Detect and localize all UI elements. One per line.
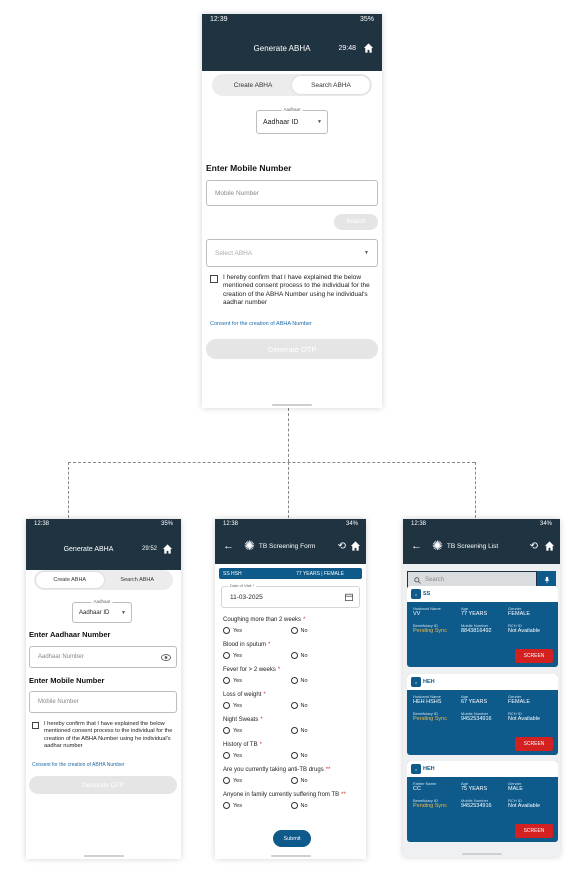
beneficiary-card [407, 586, 558, 667]
home-icon[interactable] [363, 43, 374, 54]
card-title: HEH [423, 679, 435, 685]
card-fields-row1 [413, 606, 553, 617]
dropdown-label: Aadhaar [93, 599, 111, 604]
patient-name: SS HSH [223, 570, 242, 577]
house-icon: ⌂ [411, 589, 421, 599]
rch-label: RCH ID [508, 798, 522, 803]
card-title: HEH [423, 766, 435, 772]
submit-button[interactable]: Submit [273, 830, 311, 847]
consent-checkbox[interactable] [32, 722, 39, 729]
gender-value: MALE [508, 786, 523, 792]
beneficiary-id-label: Beneficiary ID [413, 798, 438, 803]
connector-middle-drop [288, 462, 289, 518]
rch-label: RCH ID [508, 623, 522, 628]
age-value: 77 YEARS [461, 611, 488, 617]
chevron-down-icon: ▼ [121, 609, 126, 616]
select-abha-label: Select ABHA [215, 249, 253, 257]
radio-circle[interactable] [291, 802, 298, 809]
tab-create-abha[interactable]: Create ABHA [36, 572, 104, 588]
age-label: Age [461, 606, 469, 611]
status-time: 12:39 [210, 16, 228, 23]
radio-yes[interactable] [223, 652, 291, 659]
radio-label: No [300, 777, 308, 784]
sync-icon[interactable]: ⟲ [337, 540, 346, 552]
consent-link[interactable]: Consent for the creation of ABHA Number [32, 762, 125, 768]
connector-right-drop [475, 462, 476, 518]
home-icon[interactable] [544, 541, 555, 552]
radio-yes[interactable] [223, 752, 291, 759]
status-bar [215, 519, 366, 528]
connector-left-drop [68, 462, 69, 518]
tab-create-abha[interactable]: Create ABHA [233, 81, 273, 89]
gender-value: FEMALE [508, 611, 531, 617]
card-header [407, 761, 558, 777]
required-mark: * [268, 642, 271, 648]
phone-tb-screening-form [215, 519, 366, 859]
radio-circle[interactable] [223, 677, 230, 684]
phone-search-abha [202, 14, 382, 408]
gender-label: Gender [508, 606, 522, 611]
question-label [223, 792, 346, 798]
radio-yes[interactable] [223, 777, 291, 784]
screen-button[interactable]: SCREEN [515, 737, 553, 751]
question-text: Coughing more than 2 weeks [223, 617, 302, 623]
tab-search-abha[interactable]: Search ABHA [120, 577, 155, 583]
radio-circle[interactable] [291, 677, 298, 684]
card-fields-row2 [413, 623, 553, 634]
app-title: TB Screening Form [258, 542, 316, 550]
card-fields-row1 [413, 694, 553, 705]
dropdown-value: Aadhaar ID [263, 118, 299, 126]
radio-label: No [300, 677, 308, 684]
radio-circle[interactable] [223, 727, 230, 734]
radio-circle[interactable] [291, 752, 298, 759]
radio-no[interactable] [291, 777, 359, 784]
beneficiary-id-value: Pending Sync [413, 716, 447, 722]
radio-label: No [300, 752, 308, 759]
card-header [407, 674, 558, 690]
house-icon: ⌂ [411, 677, 421, 687]
answer-options [223, 627, 358, 634]
required-mark: * [263, 692, 266, 698]
aadhaar-placeholder: Aadhaar Number [38, 654, 84, 660]
radio-circle[interactable] [223, 802, 230, 809]
radio-label: Yes [233, 627, 242, 634]
consent-text: I hereby confirm that I have explained the below mentioned consent process to the individual for the creation of the ABHA Number using he individual's aadhar number [44, 721, 173, 750]
radio-label: Yes [233, 677, 242, 684]
question-text: Are you currently taking anti-TB drugs [223, 767, 324, 773]
radio-circle[interactable] [223, 702, 230, 709]
virus-icon: ✺ [432, 538, 443, 553]
radio-label: No [300, 727, 308, 734]
radio-label: No [300, 652, 308, 659]
required-mark: * [303, 617, 306, 623]
calendar-icon[interactable] [345, 593, 353, 601]
radio-label: Yes [233, 652, 242, 659]
name-value: VV [413, 611, 421, 617]
radio-yes[interactable] [223, 727, 291, 734]
gender-label: Gender [508, 694, 522, 699]
age-label: Age [461, 694, 469, 699]
question-label [223, 742, 262, 748]
date-label: Date of Visit * [230, 583, 255, 588]
status-bar [26, 519, 181, 528]
answer-options [223, 677, 358, 684]
virus-icon: ✺ [244, 538, 255, 553]
status-battery: 34% [345, 520, 358, 527]
dropdown-label: Aadhaar [283, 107, 301, 112]
status-time: 12:38 [411, 520, 427, 527]
gender-label: Gender [508, 781, 522, 786]
mobile-input[interactable]: Mobile Number [29, 691, 177, 713]
consent-checkbox[interactable] [210, 275, 218, 283]
radio-label: Yes [233, 727, 242, 734]
radio-no[interactable] [291, 727, 359, 734]
screen-button[interactable]: SCREEN [515, 649, 553, 663]
question-text: Fever for > 2 weeks [223, 667, 276, 673]
eye-icon[interactable] [161, 654, 171, 661]
radio-circle[interactable] [223, 777, 230, 784]
status-time: 12:38 [34, 520, 50, 527]
patient-banner [219, 568, 362, 579]
mobile-input[interactable]: Mobile Number [206, 180, 378, 206]
beneficiary-id-label: Beneficiary ID [413, 711, 438, 716]
answer-options [223, 702, 358, 709]
search-placeholder: Search [425, 577, 445, 583]
tab-search-abha[interactable]: Search ABHA [292, 76, 370, 94]
radio-yes[interactable] [223, 702, 291, 709]
question-text: Night Sweats [223, 717, 259, 723]
mobile-value: 8843816492 [461, 628, 492, 634]
nav-handle [462, 853, 502, 855]
mobile-label: Mobile Number [461, 711, 489, 716]
radio-no[interactable] [291, 627, 359, 634]
card-fields-row2 [413, 711, 553, 722]
radio-yes[interactable] [223, 802, 291, 809]
nav-handle [272, 404, 312, 406]
radio-label: Yes [233, 752, 242, 759]
app-title: Generate ABHA [253, 43, 311, 53]
age-value: 75 YEARS [461, 786, 488, 792]
question-label [223, 767, 330, 773]
timer: 29:48 [338, 44, 356, 52]
consent-row [210, 274, 378, 308]
radio-no[interactable] [291, 702, 359, 709]
back-arrow-icon[interactable]: ← [223, 540, 234, 552]
search-button[interactable]: Search [334, 214, 378, 230]
abha-mode-tabs [212, 74, 372, 96]
nav-handle [84, 855, 124, 857]
name-label: Husband Name [413, 606, 441, 611]
age-label: Age [461, 781, 469, 786]
connector-horizontal [68, 462, 475, 463]
radio-label: No [300, 627, 308, 634]
phone-create-abha [26, 519, 181, 859]
consent-text: I hereby confirm that I have explained the below mentioned consent process to the individual for the creation of the ABHA Number using he individual's aadhar number [223, 274, 370, 307]
abha-mode-tabs [34, 570, 173, 590]
sync-icon[interactable]: ⟲ [529, 540, 538, 552]
name-value: CC [413, 786, 421, 792]
chevron-down-icon: ▼ [364, 250, 369, 256]
beneficiary-id-value: Pending Sync [413, 803, 447, 809]
radio-circle[interactable] [223, 752, 230, 759]
question-label [223, 617, 305, 623]
radio-no[interactable] [291, 802, 359, 809]
question-label [223, 642, 270, 648]
radio-yes[interactable] [223, 677, 291, 684]
search-icon [414, 577, 421, 584]
home-icon[interactable] [350, 541, 361, 552]
mic-icon [544, 576, 550, 584]
required-mark: * [260, 717, 263, 723]
card-fields-row2 [413, 798, 553, 809]
mobile-value: 9452534916 [461, 716, 492, 722]
app-bar [215, 528, 366, 564]
question-text: History of TB [223, 742, 258, 748]
answer-options [223, 752, 358, 759]
mobile-heading: Enter Mobile Number [206, 163, 292, 173]
card-header [407, 586, 558, 602]
app-title: Generate ABHA [63, 545, 114, 553]
mobile-value: 9452534916 [461, 803, 492, 809]
mobile-heading: Enter Mobile Number [29, 676, 105, 685]
answer-options [223, 802, 358, 809]
rch-value: Not Available [508, 628, 541, 634]
radio-yes[interactable] [223, 627, 291, 634]
gender-value: FEMALE [508, 699, 531, 705]
radio-label: Yes [233, 702, 242, 709]
radio-circle[interactable] [291, 727, 298, 734]
aadhaar-input[interactable] [29, 646, 177, 668]
card-fields-row1 [413, 781, 553, 792]
status-bar [403, 519, 560, 528]
aadhaar-type-dropdown[interactable] [256, 107, 328, 134]
generate-otp-button[interactable]: Generate OTP [29, 776, 177, 794]
date-value: 11-03-2025 [230, 594, 263, 601]
age-value: 67 YEARS [461, 699, 488, 705]
required-mark: ** [325, 767, 331, 773]
radio-no[interactable] [291, 677, 359, 684]
status-battery: 34% [539, 520, 552, 527]
beneficiary-id-value: Pending Sync [413, 628, 447, 634]
name-value: HEH HSHS [413, 699, 442, 705]
mobile-label: Mobile Number [461, 798, 489, 803]
mobile-label: Mobile Number [461, 623, 489, 628]
app-bar [202, 25, 382, 71]
name-label: Husband Name [413, 694, 441, 699]
required-mark: * [259, 742, 262, 748]
beneficiary-card [407, 761, 558, 842]
app-bar [26, 528, 181, 570]
question-text: Anyone in family currently suffering from TB [223, 792, 340, 798]
consent-link[interactable]: Consent for the creation of ABHA Number [210, 321, 312, 327]
radio-label: No [300, 802, 308, 809]
back-arrow-icon[interactable]: ← [411, 540, 422, 552]
answer-options [223, 652, 358, 659]
radio-label: No [300, 702, 308, 709]
beneficiary-card [407, 674, 558, 755]
required-mark: * [277, 667, 281, 673]
patient-info: 77 YEARS | FEMALE [296, 570, 344, 577]
radio-circle[interactable] [223, 652, 230, 659]
app-title: TB Screening List [446, 542, 499, 550]
rch-value: Not Available [508, 716, 541, 722]
radio-circle[interactable] [223, 627, 230, 634]
question-label [223, 717, 263, 723]
status-battery: 35% [359, 16, 374, 23]
radio-label: Yes [233, 777, 242, 784]
status-time: 12:38 [223, 520, 239, 527]
dropdown-value: Aadhaar ID [79, 609, 110, 616]
screen-button[interactable]: SCREEN [515, 824, 553, 838]
required-mark: ** [341, 792, 346, 798]
house-icon: ⌂ [411, 764, 421, 774]
status-battery: 35% [160, 520, 173, 527]
status-bar [202, 14, 382, 25]
home-icon[interactable] [162, 544, 173, 555]
name-label: Father Name [413, 781, 437, 786]
radio-circle[interactable] [291, 702, 298, 709]
consent-row [32, 721, 178, 751]
aadhaar-heading: Enter Aadhaar Number [29, 630, 111, 639]
answer-options [223, 727, 358, 734]
rch-label: RCH ID [508, 711, 522, 716]
aadhaar-type-dropdown[interactable] [72, 599, 132, 623]
radio-circle[interactable] [291, 627, 298, 634]
chevron-down-icon: ▼ [317, 119, 322, 125]
question-label [223, 692, 266, 698]
nav-handle [271, 855, 311, 857]
radio-no[interactable] [291, 652, 359, 659]
card-title: SS [423, 591, 431, 597]
radio-circle[interactable] [291, 777, 298, 784]
select-abha-dropdown[interactable] [206, 239, 378, 267]
app-bar [403, 528, 560, 564]
phone-tb-screening-list [403, 519, 560, 857]
generate-otp-button[interactable]: Generate OTP [206, 339, 378, 359]
connector-vertical-top [288, 408, 289, 462]
beneficiary-id-label: Beneficiary ID [413, 623, 438, 628]
answer-options [223, 777, 358, 784]
radio-circle[interactable] [291, 652, 298, 659]
question-text: Loss of weight [223, 692, 262, 698]
radio-label: Yes [233, 802, 242, 809]
question-label [223, 667, 280, 673]
radio-no[interactable] [291, 752, 359, 759]
timer: 29:52 [141, 546, 157, 552]
question-text: Blood in sputum [223, 642, 267, 648]
date-of-visit-field[interactable] [221, 583, 360, 608]
rch-value: Not Available [508, 803, 541, 809]
